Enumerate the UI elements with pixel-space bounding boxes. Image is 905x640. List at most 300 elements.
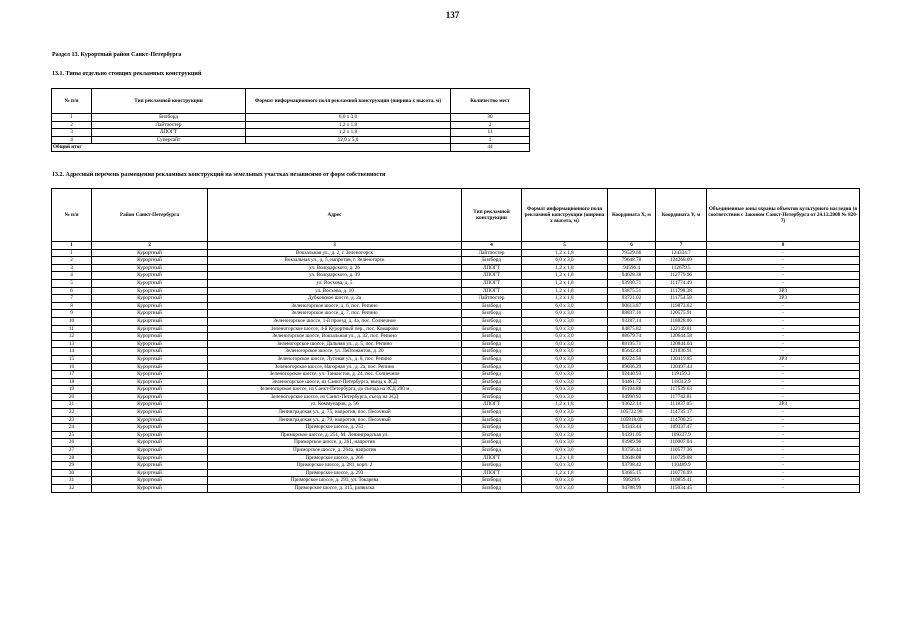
table2-cell: - — [707, 424, 860, 432]
table2-cell: 118312.9 — [656, 378, 707, 386]
table2-cell: 30 — [52, 469, 92, 477]
table2-cell: ул. Коммунаров, д. 56 — [208, 401, 462, 409]
table2-cell: 6,0 х 3,0 — [522, 409, 608, 417]
table2-cell: 109337.47 — [656, 424, 707, 432]
table2-cell: ЗРЗ — [707, 295, 860, 303]
table2-cell: Курортный — [92, 447, 208, 455]
table2-cell: Курортный — [92, 386, 208, 394]
table2-cell: 79648.78 — [608, 257, 656, 265]
table2-cell: 6,0 х 3,0 — [522, 310, 608, 318]
table2-cell: - — [707, 257, 860, 265]
table2-cell: ул. Володарского, д. 39 — [208, 272, 462, 280]
table2-cell: 117539.63 — [656, 386, 707, 394]
table2-cell: 120575.91 — [656, 310, 707, 318]
table2-cell: 93721.02 — [608, 295, 656, 303]
table2-cell: Билборд — [462, 257, 522, 265]
table2-cell: 88679.74 — [608, 333, 656, 341]
table2-cell: - — [707, 462, 860, 470]
table2-cell: - — [707, 371, 860, 379]
table2-cell: 94628.38 — [608, 272, 656, 280]
table2-cell: Курортный — [92, 485, 208, 493]
table2-cell: ул. Восхова, д. 5 — [208, 279, 462, 287]
table2-cell: 28 — [52, 454, 92, 462]
table2-cell: 3 — [52, 264, 92, 272]
table2-row — [52, 393, 860, 401]
table2-cell: 6,0 х 3,0 — [522, 257, 608, 265]
table2-cell: Билборд — [462, 485, 522, 493]
table2-cell: 120419.85 — [656, 355, 707, 363]
table2-cell: 29 — [52, 462, 92, 470]
table2-header-cell: Тип рекламной конструкции — [462, 189, 522, 242]
table1-cell: 1,2 х 1,8 — [246, 129, 451, 137]
table2-cell: 94788.99 — [608, 485, 656, 493]
table2-row — [52, 340, 860, 348]
table2-row — [52, 386, 860, 394]
table2-cell: 118828.06 — [656, 317, 707, 325]
table2-cell: Курортный — [92, 409, 208, 417]
table2-cell: Зеленогорское шоссе, 4-й Курортный пер., пос. Комарово — [208, 325, 462, 333]
table2-cell: ЗРЗ — [707, 355, 860, 363]
table2-cell: 6,0 х 3,0 — [522, 317, 608, 325]
table2-cell: 16 — [52, 363, 92, 371]
table2-index-cell: 2 — [92, 242, 208, 250]
table1-cell: 3 — [52, 129, 92, 137]
table2-cell: Курортный — [92, 348, 208, 356]
table2-cell: 8 — [52, 302, 92, 310]
table1-cell: 1 — [451, 136, 530, 144]
table2-cell: 2 — [52, 257, 92, 265]
table2-cell: Приморское шоссе, д. 261, напротив — [208, 439, 462, 447]
table2-cell: Курортный — [92, 477, 208, 485]
table2-cell: Билборд — [462, 409, 522, 417]
table1-total-row — [52, 144, 530, 152]
table2-cell: Зеленогорское шоссе, Дальняя ул., д. 5, пос. Репино — [208, 340, 462, 348]
table1-row — [52, 121, 530, 129]
table2-cell: 94461.72 — [608, 378, 656, 386]
table2-cell: 19 — [52, 386, 92, 394]
table2-cell: Зеленогорское шоссе, Нагорная ул., д. 2а, пос. Репино — [208, 363, 462, 371]
table2-cell: Курортный — [92, 333, 208, 341]
table2-cell: 1,2 х 1,8 — [522, 272, 608, 280]
table1-cell: 1 — [52, 114, 92, 122]
table2-cell: - — [707, 431, 860, 439]
table2-cell: ЛПОГТ — [462, 264, 522, 272]
table2-cell: Курортный — [92, 302, 208, 310]
table2-cell: 105818.09 — [608, 416, 656, 424]
table1-cell: ЛПОГТ — [92, 129, 246, 137]
table2-index-row — [52, 242, 860, 250]
table2-cell: Билборд — [462, 302, 522, 310]
table2-cell: Ленинградская ул., д. 75, напротив, пос. Песочный — [208, 409, 462, 417]
table2-cell: Приморское шоссе, д. 251 — [208, 424, 462, 432]
table2-cell: 21 — [52, 401, 92, 409]
table2-cell: Билборд — [462, 340, 522, 348]
table2-cell: - — [707, 416, 860, 424]
table1-header-cell: Количество мест — [451, 89, 530, 114]
table2-row — [52, 363, 860, 371]
table2-cell: 93629.6 — [608, 477, 656, 485]
table2-cell: 24 — [52, 424, 92, 432]
table2-cell: 1,2 х 1,8 — [522, 469, 608, 477]
table2-cell: 110489.9 — [656, 462, 707, 470]
table1-row — [52, 129, 530, 137]
table2-cell: 17 — [52, 371, 92, 379]
table2-cell: 11 — [52, 325, 92, 333]
table2-cell: 114735.17 — [656, 409, 707, 417]
table2-cell: Билборд — [462, 416, 522, 424]
table2-index-cell: 3 — [208, 242, 462, 250]
table2-row — [52, 409, 860, 417]
table2-cell: Ленинградская ул., д. 79, напротив, пос. Песочный — [208, 416, 462, 424]
table2-cell: Курортный — [92, 439, 208, 447]
table2-cell: Курортный — [92, 295, 208, 303]
table1-total-label: Общий итог — [52, 144, 451, 152]
table2-row — [52, 416, 860, 424]
table2-cell: 1,2 х 1,8 — [522, 401, 608, 409]
table2-cell: Курортный — [92, 469, 208, 477]
table2-cell: 112779.96 — [656, 272, 707, 280]
table2-cell: 120497.44 — [656, 363, 707, 371]
table2-cell: Вокзальная ул., д. 2, г. Зеленогорск — [208, 249, 462, 257]
table2-row — [52, 439, 860, 447]
table2-cell: Курортный — [92, 249, 208, 257]
table2-cell: Приморское шоссе, д. 293 — [208, 469, 462, 477]
table2-row — [52, 348, 860, 356]
table2-cell: 105722.96 — [608, 409, 656, 417]
table2-cell: ЛПОГТ — [462, 469, 522, 477]
table2-row — [52, 302, 860, 310]
table2-cell: 110729.08 — [656, 454, 707, 462]
table2-cell: 26 — [52, 439, 92, 447]
table2-cell: ул. Восхова, д. 10 — [208, 287, 462, 295]
table2-cell: 93622.14 — [608, 401, 656, 409]
table2-cell: 79529.66 — [608, 249, 656, 257]
table2-cell: 124268.09 — [656, 257, 707, 265]
table2-cell: 120644.58 — [656, 333, 707, 341]
table2-cell: 114700.25 — [656, 416, 707, 424]
address-list-table — [51, 188, 860, 493]
table2-cell: 6,0 х 3,0 — [522, 393, 608, 401]
table2-cell: 6,0 х 3,0 — [522, 386, 608, 394]
table2-cell: 13 — [52, 340, 92, 348]
table2-cell: 92440.93 — [608, 371, 656, 379]
table2-cell: 6,0 х 3,0 — [522, 378, 608, 386]
table2-cell: Курортный — [92, 401, 208, 409]
table2-cell: Билборд — [462, 325, 522, 333]
table2-cell: - — [707, 477, 860, 485]
table2-cell: - — [707, 469, 860, 477]
table2-cell: 119873.62 — [656, 302, 707, 310]
table2-cell: - — [707, 386, 860, 394]
table2-cell: Курортный — [92, 272, 208, 280]
table2-cell: 15 — [52, 355, 92, 363]
table2-cell: 93665.15 — [608, 469, 656, 477]
table2-cell: 110859.41 — [656, 477, 707, 485]
table2-cell: 10 — [52, 317, 92, 325]
table2-cell: Зеленогорское шоссе, ул. Лейтенантов, д. 20 — [208, 348, 462, 356]
table2-cell: 6,0 х 3,0 — [522, 462, 608, 470]
table2-cell: 88837.16 — [608, 310, 656, 318]
table2-cell: Курортный — [92, 325, 208, 333]
table2-cell: 6,0 х 3,0 — [522, 447, 608, 455]
table2-cell: Лайтпостер — [462, 249, 522, 257]
table1-header-cell: Тип рекламной конструкции — [92, 89, 246, 114]
section-title: Раздел 13. Курортный район Санкт-Петербурга — [52, 52, 182, 58]
table2-cell: Курортный — [92, 431, 208, 439]
table2-row — [52, 310, 860, 318]
table2-cell: Билборд — [462, 348, 522, 356]
table2-cell: 89036.29 — [608, 363, 656, 371]
table2-cell: 94990.92 — [608, 393, 656, 401]
table2-cell: 6,0 х 3,0 — [522, 439, 608, 447]
table2-cell: 89224.56 — [608, 355, 656, 363]
table2-cell: Курортный — [92, 264, 208, 272]
table2-cell: 6,0 х 3,0 — [522, 424, 608, 432]
table2-index-cell: 1 — [52, 242, 92, 250]
page-number: 137 — [445, 10, 460, 20]
table2-cell: 1,2 х 1,8 — [522, 295, 608, 303]
table2-cell: Курортный — [92, 462, 208, 470]
table2-cell: 22 — [52, 409, 92, 417]
table2-index-cell: 7 — [656, 242, 707, 250]
table2-cell: 84875.82 — [608, 325, 656, 333]
table2-row — [52, 485, 860, 493]
table2-cell: - — [707, 409, 860, 417]
table2-cell: 1,2 х 1,8 — [522, 279, 608, 287]
table2-cell: 111798.38 — [656, 287, 707, 295]
table2-row — [52, 477, 860, 485]
table2-cell: 6,0 х 3,0 — [522, 355, 608, 363]
table2-cell: 6,0 х 3,0 — [522, 371, 608, 379]
table2-index-cell: 4 — [462, 242, 522, 250]
table2-row — [52, 355, 860, 363]
table1-cell: 6,0 х 3,0 — [246, 114, 451, 122]
table2-row — [52, 249, 860, 257]
table2-cell: - — [707, 272, 860, 280]
table2-cell: - — [707, 439, 860, 447]
table2-cell: 93756.44 — [608, 447, 656, 455]
table2-row — [52, 317, 860, 325]
subsection-1-title: 13.1. Типы отдельно стоящих рекламных конструкций — [52, 71, 202, 77]
table1-header-row — [52, 89, 530, 114]
table2-row — [52, 371, 860, 379]
table2-cell: 93287.14 — [608, 317, 656, 325]
table2-cell: 9 — [52, 310, 92, 318]
table2-cell: - — [707, 348, 860, 356]
table2-cell: Курортный — [92, 424, 208, 432]
table2-cell: 31 — [52, 477, 92, 485]
table2-cell: 94596.4 — [608, 264, 656, 272]
table2-cell: 115034.45 — [656, 485, 707, 493]
table2-cell: Зеленогорское шоссе, д. 7, пос. Репино — [208, 310, 462, 318]
table1-cell: 30 — [451, 114, 530, 122]
table2-row — [52, 257, 860, 265]
table2-cell: 7 — [52, 295, 92, 303]
table2-header-cell: № п/п — [52, 189, 92, 242]
table2-header-cell: Координата Y, м — [656, 189, 707, 242]
subsection-2-title: 13.2. Адресный перечень размещения рекламных конструкций на земельных участках независимо от форм собственности — [52, 172, 386, 178]
table2-cell: 90613.87 — [608, 302, 656, 310]
table2-cell: 1,2 х 1,8 — [522, 264, 608, 272]
table2-cell: ЗРЗ — [707, 401, 860, 409]
table2-cell: Приморское шоссе, д. 251, М. Ленинградская ул. — [208, 431, 462, 439]
table2-cell: 6,0 х 3,0 — [522, 340, 608, 348]
table2-cell: - — [707, 378, 860, 386]
table2-cell: 20 — [52, 393, 92, 401]
table2-row — [52, 325, 860, 333]
table2-header-cell: Адрес — [208, 189, 462, 242]
table2-cell: 6,0 х 3,0 — [522, 348, 608, 356]
table2-cell: - — [707, 302, 860, 310]
table2-cell: 121836.91 — [656, 348, 707, 356]
table2-cell: Зеленогорское шоссе, из Санкт-Петербурга, съезд на ЗСД — [208, 393, 462, 401]
table2-header-row — [52, 189, 860, 242]
table2-cell: Билборд — [462, 363, 522, 371]
table2-cell: Билборд — [462, 371, 522, 379]
table2-row — [52, 469, 860, 477]
table2-cell: 94343.44 — [608, 424, 656, 432]
table2-cell: Билборд — [462, 355, 522, 363]
table2-cell: 6,0 х 3,0 — [522, 325, 608, 333]
table1-cell: Лайтпостер — [92, 121, 246, 129]
table2-cell: Билборд — [462, 447, 522, 455]
table2-cell: 1,2 х 1,8 — [522, 454, 608, 462]
table2-cell: 6,0 х 3,0 — [522, 416, 608, 424]
table2-row — [52, 454, 860, 462]
table2-cell: Билборд — [462, 462, 522, 470]
table2-cell: ЛПОГТ — [462, 401, 522, 409]
table2-row — [52, 401, 860, 409]
table2-row — [52, 431, 860, 439]
table2-cell: Курортный — [92, 393, 208, 401]
table2-cell: 119159.2 — [656, 371, 707, 379]
table2-cell: Курортный — [92, 363, 208, 371]
table2-cell: - — [707, 485, 860, 493]
table2-cell: Зеленогорское шоссе, ул. Танкистов, д. 24, пос. Солнечное — [208, 371, 462, 379]
table2-cell: 18 — [52, 378, 92, 386]
table2-cell: - — [707, 340, 860, 348]
table2-cell: 94391.05 — [608, 431, 656, 439]
table2-cell: - — [707, 317, 860, 325]
table2-cell: - — [707, 310, 860, 318]
table2-cell: Билборд — [462, 378, 522, 386]
table2-cell: - — [707, 363, 860, 371]
table2-cell: 25 — [52, 431, 92, 439]
table2-cell: 93989.96 — [608, 439, 656, 447]
table2-cell: Лайтпостер — [462, 295, 522, 303]
table2-cell: Билборд — [462, 477, 522, 485]
table2-cell: Зеленогорское шоссе, д. 6, пос. Репино — [208, 302, 462, 310]
table2-cell: Курортный — [92, 287, 208, 295]
table2-cell: - — [707, 333, 860, 341]
table2-cell: Приморское шоссе, д. 293, ул. Токарева — [208, 477, 462, 485]
table2-index-cell: 5 — [522, 242, 608, 250]
table2-cell: 117742.81 — [656, 393, 707, 401]
table2-cell: 14 — [52, 348, 92, 356]
table2-cell: 6,0 х 3,0 — [522, 302, 608, 310]
table2-cell: 112679.5 — [656, 264, 707, 272]
table2-row — [52, 462, 860, 470]
table2-cell: Билборд — [462, 393, 522, 401]
table1-header-cell: № п/п — [52, 89, 92, 114]
table2-cell: 6,0 х 3,0 — [522, 485, 608, 493]
table2-cell: - — [707, 393, 860, 401]
table1-cell: 1,2 х 1,8 — [246, 121, 451, 129]
table2-cell: Приморское шоссе, д. 264а, напротив — [208, 447, 462, 455]
table1-cell: 11 — [451, 129, 530, 137]
table2-cell: 111754.58 — [656, 295, 707, 303]
table2-cell: Курортный — [92, 340, 208, 348]
table2-row — [52, 287, 860, 295]
table2-cell: Билборд — [462, 386, 522, 394]
table2-cell: ЛПОГТ — [462, 272, 522, 280]
table2-row — [52, 264, 860, 272]
table2-cell: - — [707, 447, 860, 455]
table2-cell: 93930.71 — [608, 279, 656, 287]
table2-cell: Курортный — [92, 371, 208, 379]
table2-cell: 95104.88 — [608, 386, 656, 394]
table2-index-cell: 8 — [707, 242, 860, 250]
table2-cell: Зеленогорское шоссе, Луговая ул., д. 8, пос. Репино — [208, 355, 462, 363]
table2-cell: Зеленогорское шоссе, 1-й проезд, д. 4а, пос. Солнечное — [208, 317, 462, 325]
table2-cell: 1 — [52, 249, 92, 257]
table2-row — [52, 333, 860, 341]
table2-header-cell: Формат информационного поля рекламной конструкции (ширина х высота, м) — [522, 189, 608, 242]
table2-cell: Дубковское шоссе, д. 2а — [208, 295, 462, 303]
table2-header-cell: Район Санкт-Петербурга — [92, 189, 208, 242]
table2-cell: 110776.99 — [656, 469, 707, 477]
table2-cell: 12 — [52, 333, 92, 341]
table1-cell: 12,0 х 5,0 — [246, 136, 451, 144]
table1-cell: 2 — [451, 121, 530, 129]
table2-cell: Приморское шоссе, д. 266 — [208, 454, 462, 462]
table2-cell: 6,0 х 3,0 — [522, 431, 608, 439]
table2-cell: 120844.04 — [656, 340, 707, 348]
table1-cell: Билборд — [92, 114, 246, 122]
table2-cell: 109337.9 — [656, 431, 707, 439]
table2-cell: Курортный — [92, 378, 208, 386]
table2-index-cell: 6 — [608, 242, 656, 250]
table1-row — [52, 114, 530, 122]
table2-cell: Билборд — [462, 317, 522, 325]
table2-cell: Курортный — [92, 257, 208, 265]
table2-cell: Курортный — [92, 355, 208, 363]
table2-cell: - — [707, 249, 860, 257]
table1-total-value: 44 — [451, 144, 530, 152]
table2-header-cell: Координата X, м — [608, 189, 656, 242]
table2-cell: ул. Володарского, д. 26 — [208, 264, 462, 272]
table2-row — [52, 272, 860, 280]
table2-cell: 6 — [52, 287, 92, 295]
table2-cell: 1,2 х 1,8 — [522, 287, 608, 295]
table1-cell: Суперсайт — [92, 136, 246, 144]
table2-cell: Курортный — [92, 454, 208, 462]
table1-cell: 4 — [52, 136, 92, 144]
table2-cell: Зеленогорское шоссе, из Санкт-Петербурга, въезд к ЗСД — [208, 378, 462, 386]
table2-cell: 32 — [52, 485, 92, 493]
table1-row — [52, 136, 530, 144]
table2-cell: 5 — [52, 279, 92, 287]
table2-cell: Билборд — [462, 439, 522, 447]
table2-row — [52, 279, 860, 287]
table2-cell: Билборд — [462, 333, 522, 341]
table2-cell: Зеленогорское шоссе, Вокзальная ул., д. 32, пос. Репино — [208, 333, 462, 341]
table2-cell: 110007.04 — [656, 439, 707, 447]
table2-cell: 85642.43 — [608, 348, 656, 356]
table2-cell: - — [707, 264, 860, 272]
table2-cell: Вокзальная ул., д. 5, напротив, г. Зеленогорск — [208, 257, 462, 265]
table2-cell: 1,2 х 1,8 — [522, 249, 608, 257]
